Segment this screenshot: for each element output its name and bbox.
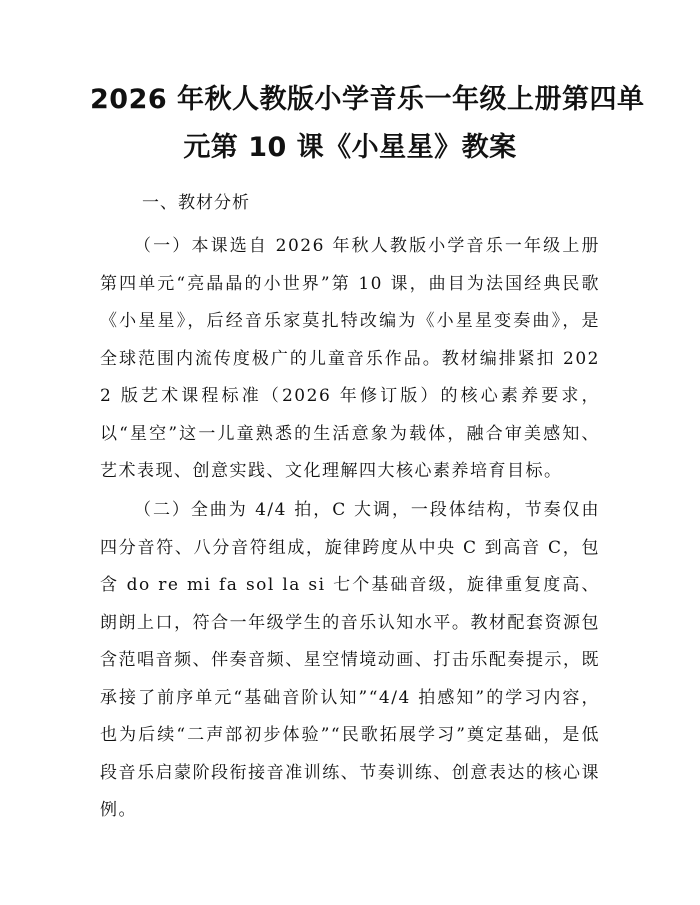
paragraph-1: （一）本课选自 2026 年秋人教版小学音乐一年级上册第四单元“亮晶晶的小世界”第 10 课，曲目为法国经典民歌《小星星》，后经音乐家莫扎特改编为《小星星变奏曲》，是全球范围内流传度极广的儿童音乐作品。教材编排紧扣 2022 版艺术课程标准（2026 年修订版）的核心素养要求，以“星空”这一儿童熟悉的生活意象为载体，融合审美感知、艺术表现、创意实践、文化理解四大核心素养培育目标。 — [100, 236, 600, 481]
document-title-line-2: 元第 10 课《小星星》教案 — [183, 132, 517, 163]
paragraph-2: （二）全曲为 4/4 拍，C 大调，一段体结构，节奏仅由四分音符、八分音符组成，旋律跨度从中央 C 到高音 C，包含 do re mi fa sol la si 七个基础音级，旋律重复度高、朗朗上口，符合一年级学生的音乐认知水平。教材配套资源包含范唱音频、伴奏音频、星空情境动画、打击乐配奏提示，既承接了前序单元“基础音阶认知”“4/4 拍感知”的学习内容，也为后续“二声部初步体验”“民歌拓展学习”奠定基础，是低段音乐启蒙阶段衔接音准训练、节奏训练、创意表达的核心课例。 — [100, 500, 600, 820]
document-title-line-1: 2026 年秋人教版小学音乐一年级上册第四单 — [90, 84, 645, 115]
section-heading: 一、教材分析 — [142, 193, 250, 213]
